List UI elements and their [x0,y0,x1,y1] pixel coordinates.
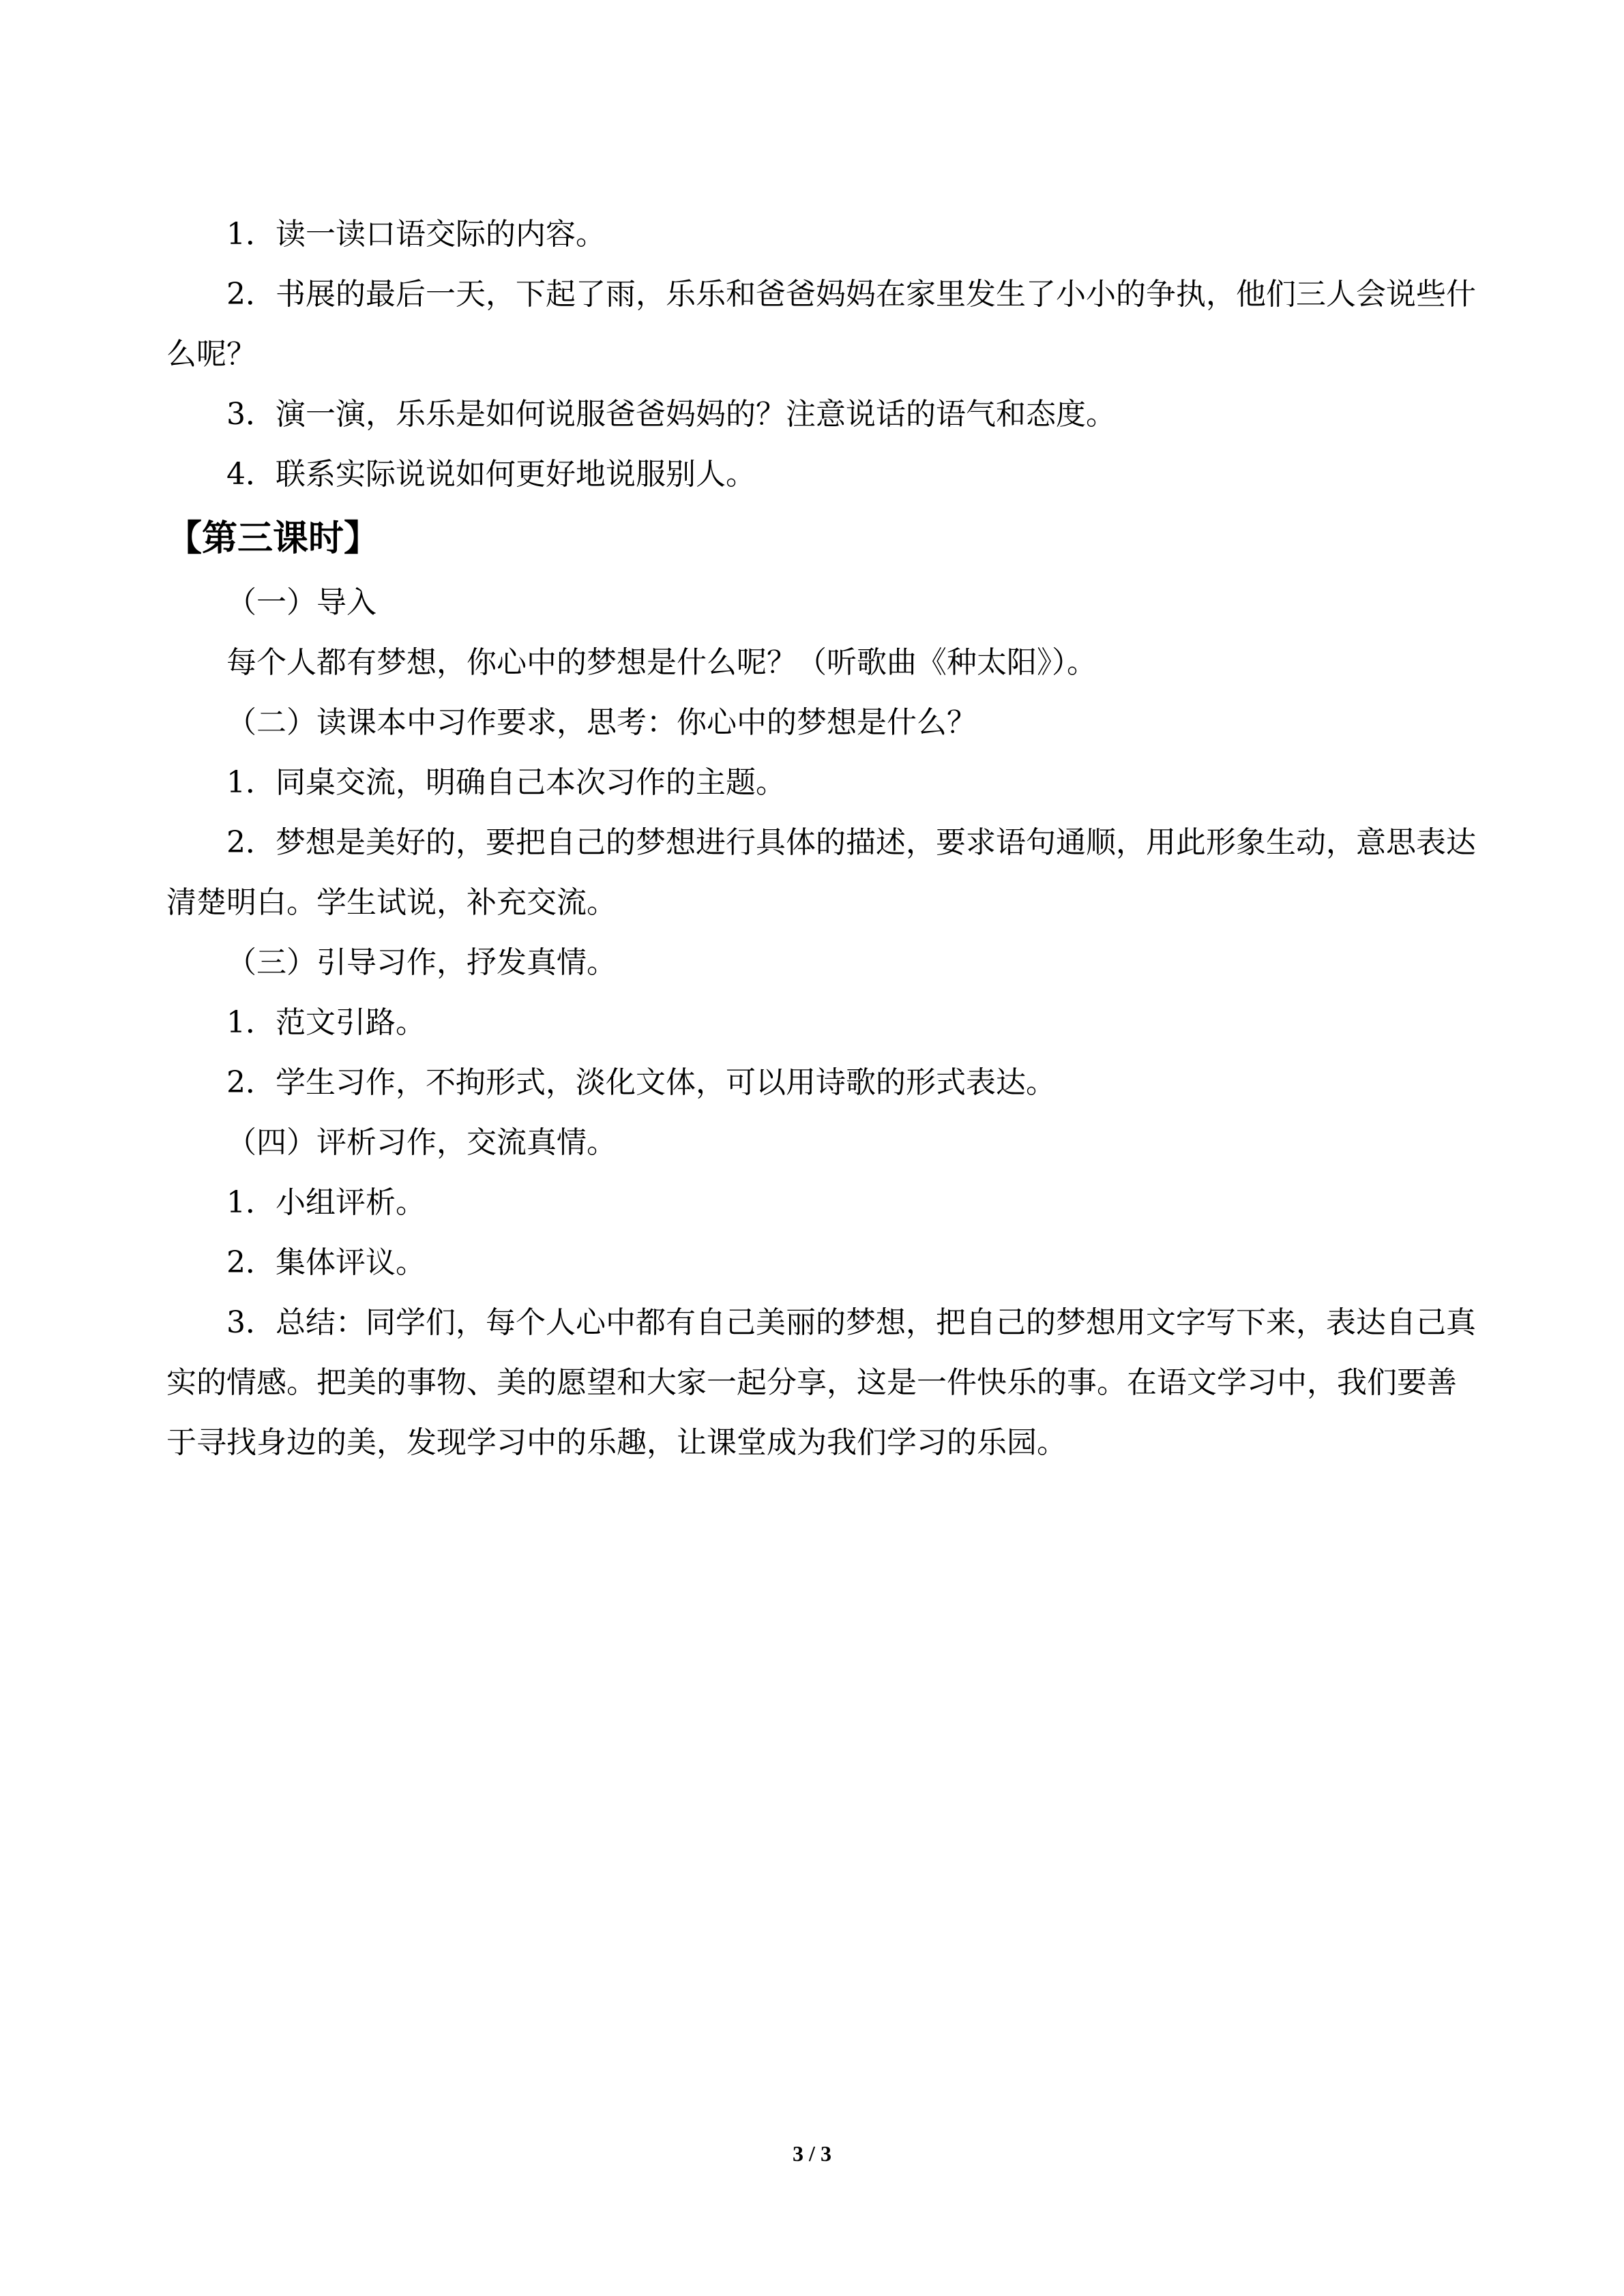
page-number: 3 / 3 [793,2141,831,2166]
paragraph: 4．联系实际说说如何更好地说服别人。 [226,457,756,492]
paragraph: 每个人都有梦想，你心中的梦想是什么呢？（听歌曲《种太阳》）。 [226,645,1097,680]
paragraph: （二）读课本中习作要求，思考：你心中的梦想是什么？ [226,705,977,740]
paragraph: 2．集体评议。 [226,1245,426,1280]
paragraph: 1．同桌交流，明确自己本次习作的主题。 [226,765,786,800]
section-heading: 【第三课时】 [166,518,380,559]
paragraph: 2．书展的最后一天，下起了雨，乐乐和爸爸妈妈在家里发生了小小的争执，他们三人会说些什么呢？ [166,277,1476,372]
paragraph: 2．梦想是美好的，要把自己的梦想进行具体的描述，要求语句通顺，用此形象生动，意思表达清楚明白。学生试说，补充交流。 [166,825,1476,920]
paragraph: 2．学生习作，不拘形式，淡化文体，可以用诗歌的形式表达。 [226,1065,1056,1100]
paragraph: 1．读一读口语交际的内容。 [226,217,606,252]
paragraph: 3．演一演，乐乐是如何说服爸爸妈妈的？注意说话的语气和态度。 [226,397,1116,432]
paragraph: 1．小组评析。 [226,1185,426,1220]
paragraph: （四）评析习作，交流真情。 [226,1125,617,1160]
paragraph: 1．范文引路。 [226,1005,426,1040]
paragraph: （一）导入 [226,585,377,620]
paragraph: （三）引导习作，抒发真情。 [226,945,617,980]
paragraph: 3．总结：同学们，每个人心中都有自己美丽的梦想，把自己的梦想用文字写下来，表达自己真实的情感。把美的事物、美的愿望和大家一起分享，这是一件快乐的事。在语文学习中，我们要善于寻找身边的美，发现学习中的乐趣，让课堂成为我们学习的乐园。 [166,1305,1476,1460]
document-body [166,205,1483,1473]
